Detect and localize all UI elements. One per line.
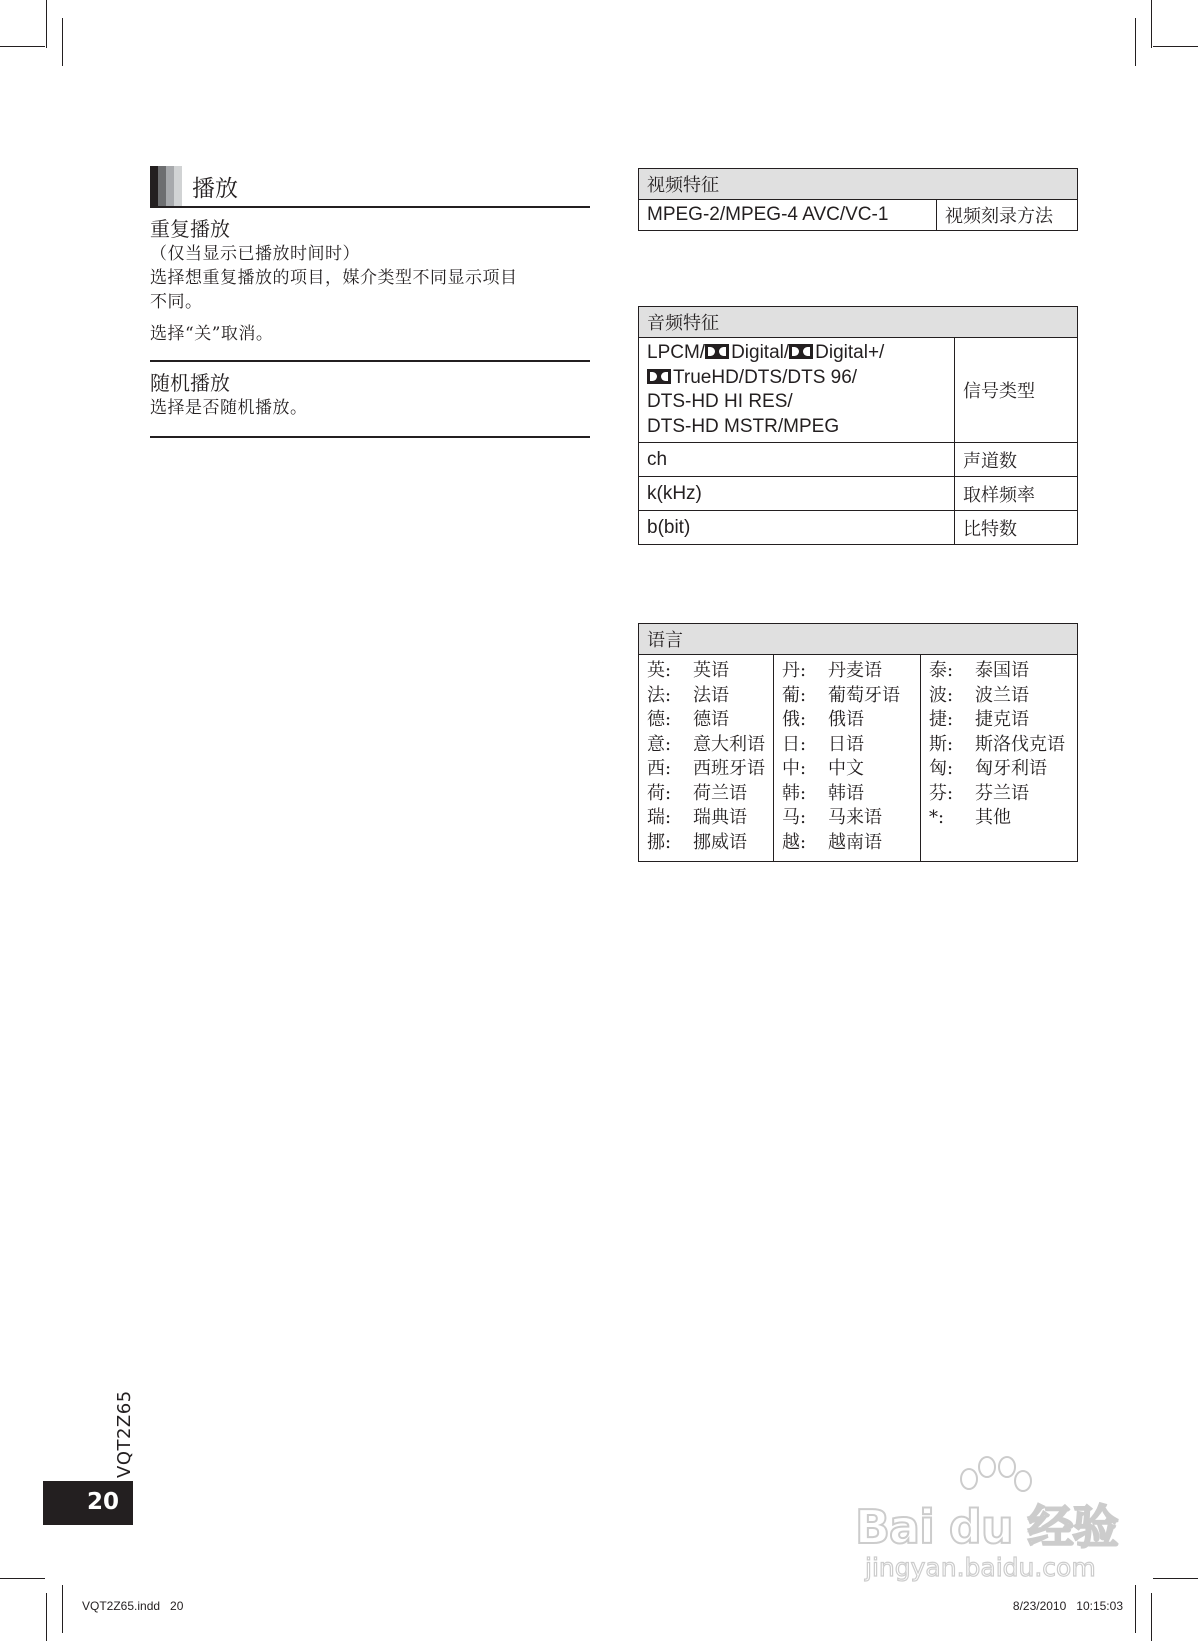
crop-mark	[1151, 0, 1152, 48]
footer-file: VQT2Z65.indd 20	[82, 1599, 184, 1613]
signal-line: Digital/	[731, 342, 790, 363]
table-cell-desc: 视频刻录方法	[937, 200, 1078, 231]
playback-section	[150, 166, 590, 438]
crop-mark	[1135, 18, 1136, 66]
section-header	[150, 166, 590, 208]
table-cell-desc: 声道数	[955, 443, 1078, 477]
language-item: 俄: 俄语	[782, 709, 864, 730]
language-table	[638, 623, 1078, 862]
crop-mark	[1135, 1585, 1136, 1633]
table-cell-term: MPEG-2/MPEG-4 AVC/VC-1	[639, 200, 937, 231]
language-item: 西: 西班牙语	[647, 758, 765, 779]
table-header: 视频特征	[639, 169, 1078, 200]
dolby-logo-icon	[647, 369, 671, 384]
language-item: 捷: 捷克语	[929, 709, 1029, 730]
table-cell-term: b(bit)	[639, 511, 955, 545]
language-item: 法: 法语	[647, 684, 729, 706]
language-item: 波: 波兰语	[929, 684, 1029, 706]
language-item: 德: 德语	[647, 709, 729, 730]
language-item: 葡: 葡萄牙语	[782, 684, 900, 706]
language-item: 瑞: 瑞典语	[647, 807, 747, 828]
dolby-logo-icon	[789, 344, 813, 359]
language-item: 马: 马来语	[782, 807, 882, 828]
crop-mark	[46, 0, 47, 48]
language-item: 英: 英语	[647, 660, 729, 681]
section-title: 播放	[192, 175, 238, 202]
language-item: 泰: 泰国语	[929, 660, 1029, 681]
repeat-play-title: 重复播放	[150, 217, 230, 241]
table-cell-desc: 信号类型	[955, 338, 1078, 443]
language-item: 韩: 韩语	[782, 782, 864, 804]
table-cell-term	[639, 338, 955, 443]
video-attributes-table	[638, 168, 1078, 231]
crop-mark	[1153, 46, 1198, 47]
language-column	[639, 655, 774, 862]
crop-mark	[62, 18, 63, 66]
language-item: 越: 越南语	[782, 831, 882, 853]
table-header: 音频特征	[639, 307, 1078, 338]
dolby-logo-icon	[705, 344, 729, 359]
signal-line: DTS-HD HI RES/	[647, 391, 793, 412]
crop-mark	[1153, 1578, 1198, 1579]
crop-mark	[0, 46, 45, 47]
language-item: 挪: 挪威语	[647, 831, 747, 853]
table-cell-desc: 取样频率	[955, 477, 1078, 511]
crop-mark	[0, 1578, 45, 1579]
language-column	[921, 655, 1078, 862]
language-item: 中: 中文	[782, 758, 864, 779]
crop-mark	[46, 1593, 47, 1641]
table-cell-desc: 比特数	[955, 511, 1078, 545]
table-header: 语言	[639, 624, 1078, 655]
page-number: 20	[43, 1481, 133, 1525]
document-id: VQT2Z65	[114, 1390, 135, 1478]
watermark-url: jingyan.baidu.com	[865, 1553, 1096, 1582]
repeat-play-desc-line: 不同。	[150, 292, 203, 312]
crop-mark	[62, 1585, 63, 1633]
repeat-play-desc-line: 选择想重复播放的项目，媒介类型不同显示项目	[150, 268, 518, 288]
signal-line: DTS-HD MSTR/MPEG	[647, 415, 840, 437]
divider	[150, 360, 590, 362]
crop-mark	[1151, 1593, 1152, 1641]
audio-attributes-table	[638, 306, 1078, 545]
signal-line: LPCM/	[647, 342, 706, 363]
table-cell-term: k(kHz)	[639, 477, 955, 511]
language-item: 意: 意大利语	[647, 733, 765, 755]
repeat-play-note: （仅当显示已播放时间时）	[150, 244, 360, 264]
random-play-desc: 选择是否随机播放。	[150, 398, 308, 418]
language-item: 日: 日语	[782, 733, 864, 755]
watermark-main-text: Bai du 经验	[855, 1500, 1118, 1554]
table-cell-term: ch	[639, 443, 955, 477]
language-item: 丹: 丹麦语	[782, 660, 882, 681]
random-play-title: 随机播放	[150, 371, 230, 395]
baidu-watermark	[855, 1455, 1125, 1585]
divider	[150, 436, 590, 438]
language-column	[774, 655, 921, 862]
repeat-play-cancel: 选择“关”取消。	[150, 324, 274, 344]
signal-line: Digital+/	[815, 342, 885, 363]
language-item: 斯: 斯洛伐克语	[929, 733, 1065, 755]
language-item: 芬: 芬兰语	[929, 782, 1029, 804]
footer-timestamp: 8/23/2010 10:15:03	[1012, 1599, 1123, 1613]
section-header-bars	[150, 166, 182, 206]
language-item: 荷: 荷兰语	[647, 782, 747, 804]
language-item: *: 其他	[929, 807, 1011, 828]
signal-line: TrueHD/DTS/DTS 96/	[673, 366, 858, 388]
language-item: 匈: 匈牙利语	[929, 758, 1047, 779]
